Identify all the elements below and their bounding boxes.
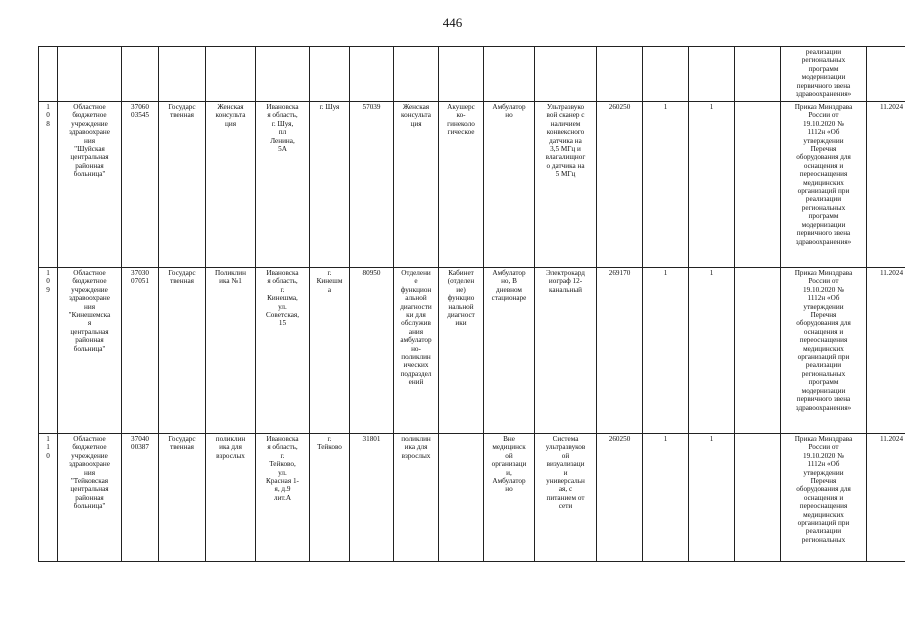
cell-deadline: 11.2024 <box>867 434 905 562</box>
cell-equipment-code: 260250 <box>597 102 643 268</box>
cell-legal-basis: Приказ Минздрава России от 19.10.2020 № 1112н «Об утверждении Перечня оборудования для оснащения и переоснащения медицинских организаций при реализации региональных <box>781 434 867 562</box>
cell-quantity-planned: 1 <box>689 434 735 562</box>
cell-organization-code: 37060 03545 <box>122 102 159 268</box>
cell-profile: Акушерс ко- гинеколо гическое <box>439 102 484 268</box>
cell-quantity: 1 <box>643 268 689 434</box>
cell-organization-code <box>122 47 159 102</box>
cell-department <box>394 47 439 102</box>
cell-equipment-code: 260250 <box>597 434 643 562</box>
cell-quantity: 1 <box>643 434 689 562</box>
cell-care-conditions: Вне медицинск ой организаци и, Амбулатор но <box>484 434 535 562</box>
cell-row-number: 1 0 8 <box>39 102 58 268</box>
cell-profile: Кабинет (отделен ие) функцио нальной диагност ики <box>439 268 484 434</box>
cell-equipment-code: 269170 <box>597 268 643 434</box>
cell-address: Ивановска я область, г. Кинешма, ул. Советская, 15 <box>256 268 310 434</box>
cell-department: поликлин ика для взрослых <box>394 434 439 562</box>
cell-equipment-code <box>597 47 643 102</box>
cell-quantity-planned <box>689 47 735 102</box>
cell-deadline <box>867 47 905 102</box>
cell-row-number: 1 1 0 <box>39 434 58 562</box>
cell-equipment-name <box>535 47 597 102</box>
cell-equipment-name: Электрокард иограф 12- канальный <box>535 268 597 434</box>
cell-deadline: 11.2024 <box>867 268 905 434</box>
table-row <box>39 434 905 562</box>
cell-equipment-name: Ультразвуко вой сканер с наличием конвексного датчика на 3,5 МГц и влагалищног о датчика на 5 МГц <box>535 102 597 268</box>
cell-address: Ивановска я область, г. Тейково, ул. Красная 1- я, д.9 лит.А <box>256 434 310 562</box>
page-number: 446 <box>442 15 463 30</box>
cell-organization-name: Областное бюджетное учреждение здравоохране ния "Тейковская центральная районная больница" <box>58 434 122 562</box>
cell-quantity-planned: 1 <box>689 268 735 434</box>
cell-locality: г. Тейково <box>310 434 350 562</box>
table-row <box>39 47 905 102</box>
cell-profile <box>439 434 484 562</box>
cell-quantity <box>643 47 689 102</box>
cell-ownership-form <box>159 47 206 102</box>
cell-subdivision: Женская консульта ция <box>206 102 256 268</box>
cell-empty-cell <box>735 268 781 434</box>
cell-ownership-form: Государс твенная <box>159 434 206 562</box>
cell-care-conditions: Амбулатор но <box>484 102 535 268</box>
cell-legal-basis: Приказ Минздрава России от 19.10.2020 № 1112н «Об утверждении Перечня оборудования для оснащения и переоснащения медицинских организаций при реализации региональных программ модернизации первичного звена здравоохранения» <box>781 268 867 434</box>
cell-address: Ивановска я область, г. Шуя, пл Ленина, 5А <box>256 102 310 268</box>
cell-organization-code: 37040 00387 <box>122 434 159 562</box>
cell-care-conditions <box>484 47 535 102</box>
cell-deadline: 11.2024 <box>867 102 905 268</box>
cell-locality: г. Кинешм а <box>310 268 350 434</box>
cell-quantity-planned: 1 <box>689 102 735 268</box>
cell-department: Женская консульта ция <box>394 102 439 268</box>
cell-locality-code <box>350 47 394 102</box>
cell-locality-code: 57039 <box>350 102 394 268</box>
cell-legal-basis: Приказ Минздрава России от 19.10.2020 № 1112н «Об утверждении Перечня оборудования для оснащения и переоснащения медицинских организаций при реализации региональных программ модернизации первичного звена здравоохранения» <box>781 102 867 268</box>
cell-equipment-name: Система ультразвуков ой визуализаци и универсальн ая, с питанием от сети <box>535 434 597 562</box>
cell-organization-code: 37030 07051 <box>122 268 159 434</box>
cell-empty-cell <box>735 434 781 562</box>
cell-organization-name: Областное бюджетное учреждение здравоохране ния "Шуйская центральная районная больница" <box>58 102 122 268</box>
cell-locality <box>310 47 350 102</box>
cell-empty-cell <box>735 102 781 268</box>
cell-ownership-form: Государс твенная <box>159 268 206 434</box>
cell-subdivision: Поликлин ика №1 <box>206 268 256 434</box>
cell-organization-name <box>58 47 122 102</box>
cell-ownership-form: Государс твенная <box>159 102 206 268</box>
cell-profile <box>439 47 484 102</box>
cell-department: Отделени е функцион альной диагности ки для обслужив ания амбулатор но- поликлин ических подраздел ений <box>394 268 439 434</box>
cell-locality-code: 80950 <box>350 268 394 434</box>
cell-quantity: 1 <box>643 102 689 268</box>
cell-organization-name: Областное бюджетное учреждение здравоохране ния "Кинешемска я центральная районная больница" <box>58 268 122 434</box>
cell-locality-code: 31801 <box>350 434 394 562</box>
table-row <box>39 268 905 434</box>
cell-subdivision: поликлин ика для взрослых <box>206 434 256 562</box>
cell-row-number: 1 0 9 <box>39 268 58 434</box>
cell-legal-basis: реализации региональных программ модернизации первичного звена здравоохранения» <box>781 47 867 102</box>
cell-empty-cell <box>735 47 781 102</box>
cell-address <box>256 47 310 102</box>
cell-row-number <box>39 47 58 102</box>
equipment-table <box>38 46 905 562</box>
cell-subdivision <box>206 47 256 102</box>
cell-care-conditions: Амбулатор но, В дневном стационаре <box>484 268 535 434</box>
cell-locality: г. Шуя <box>310 102 350 268</box>
table-row <box>39 102 905 268</box>
